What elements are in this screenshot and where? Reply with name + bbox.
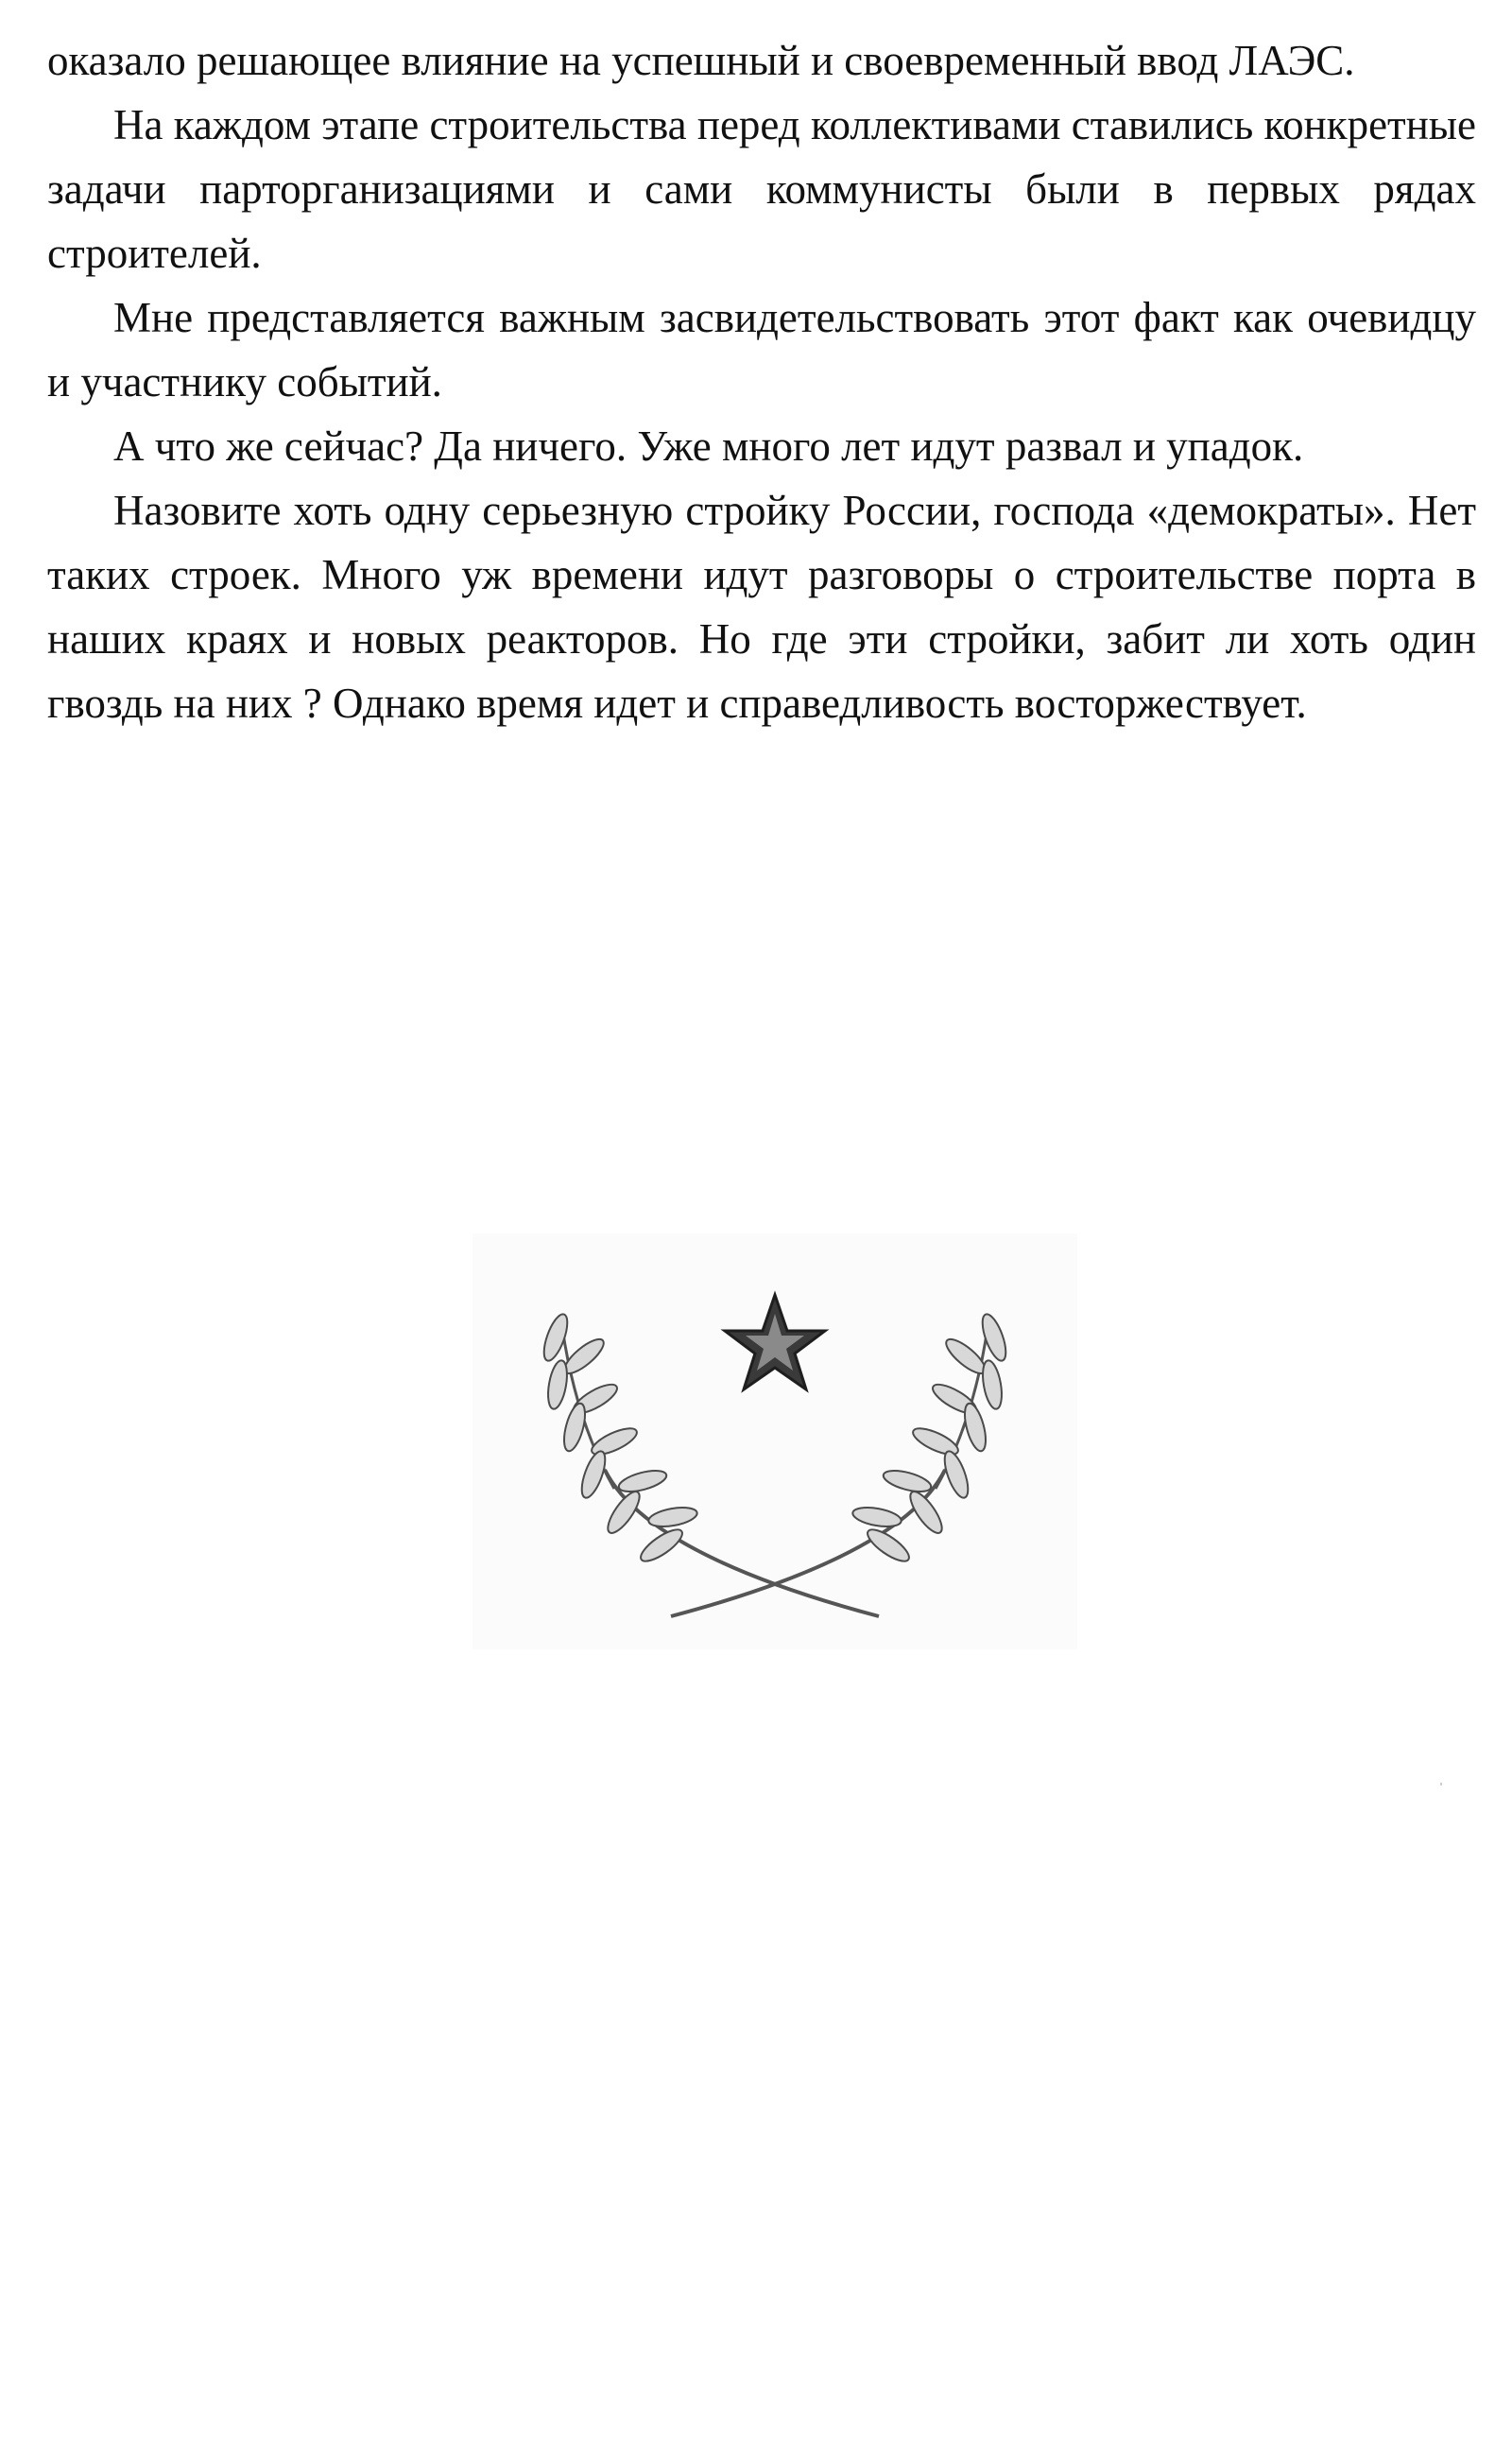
- star-laurel-emblem-icon: [472, 1233, 1077, 1649]
- left-laurel-branch-icon: [540, 1311, 879, 1616]
- paragraph-party-organizations: На каждом этапе строительства перед коллективами ставились конкретные задачи парторганизациями и сами коммунисты были в первых рядах строителей.: [47, 101, 1476, 277]
- paragraph-what-now: А что же сейчас? Да ничего. Уже много лет идут развал и упадок.: [113, 423, 1304, 470]
- paragraph-eyewitness: Мне представляется важным засвидетельствовать этот факт как очевидцу и участнику событий.: [47, 294, 1476, 405]
- scan-speck: [1440, 1783, 1442, 1785]
- paragraph-continuation: оказало решающее влияние на успешный и своевременный ввод ЛАЭС.: [47, 37, 1355, 84]
- star-icon: [725, 1295, 825, 1389]
- page-text-block: [47, 28, 1476, 735]
- paragraph-democrats: Назовите хоть одну серьезную стройку России, господа «демократы». Нет таких строек. Много уж времени идут разговоры о строительстве порта в наших краях и новых реакторов. Но где эти стройки, забит ли хоть один гвоздь на них ? Однако время идет и справедливость восторжествует.: [47, 487, 1476, 727]
- right-laurel-branch-icon: [671, 1311, 1010, 1616]
